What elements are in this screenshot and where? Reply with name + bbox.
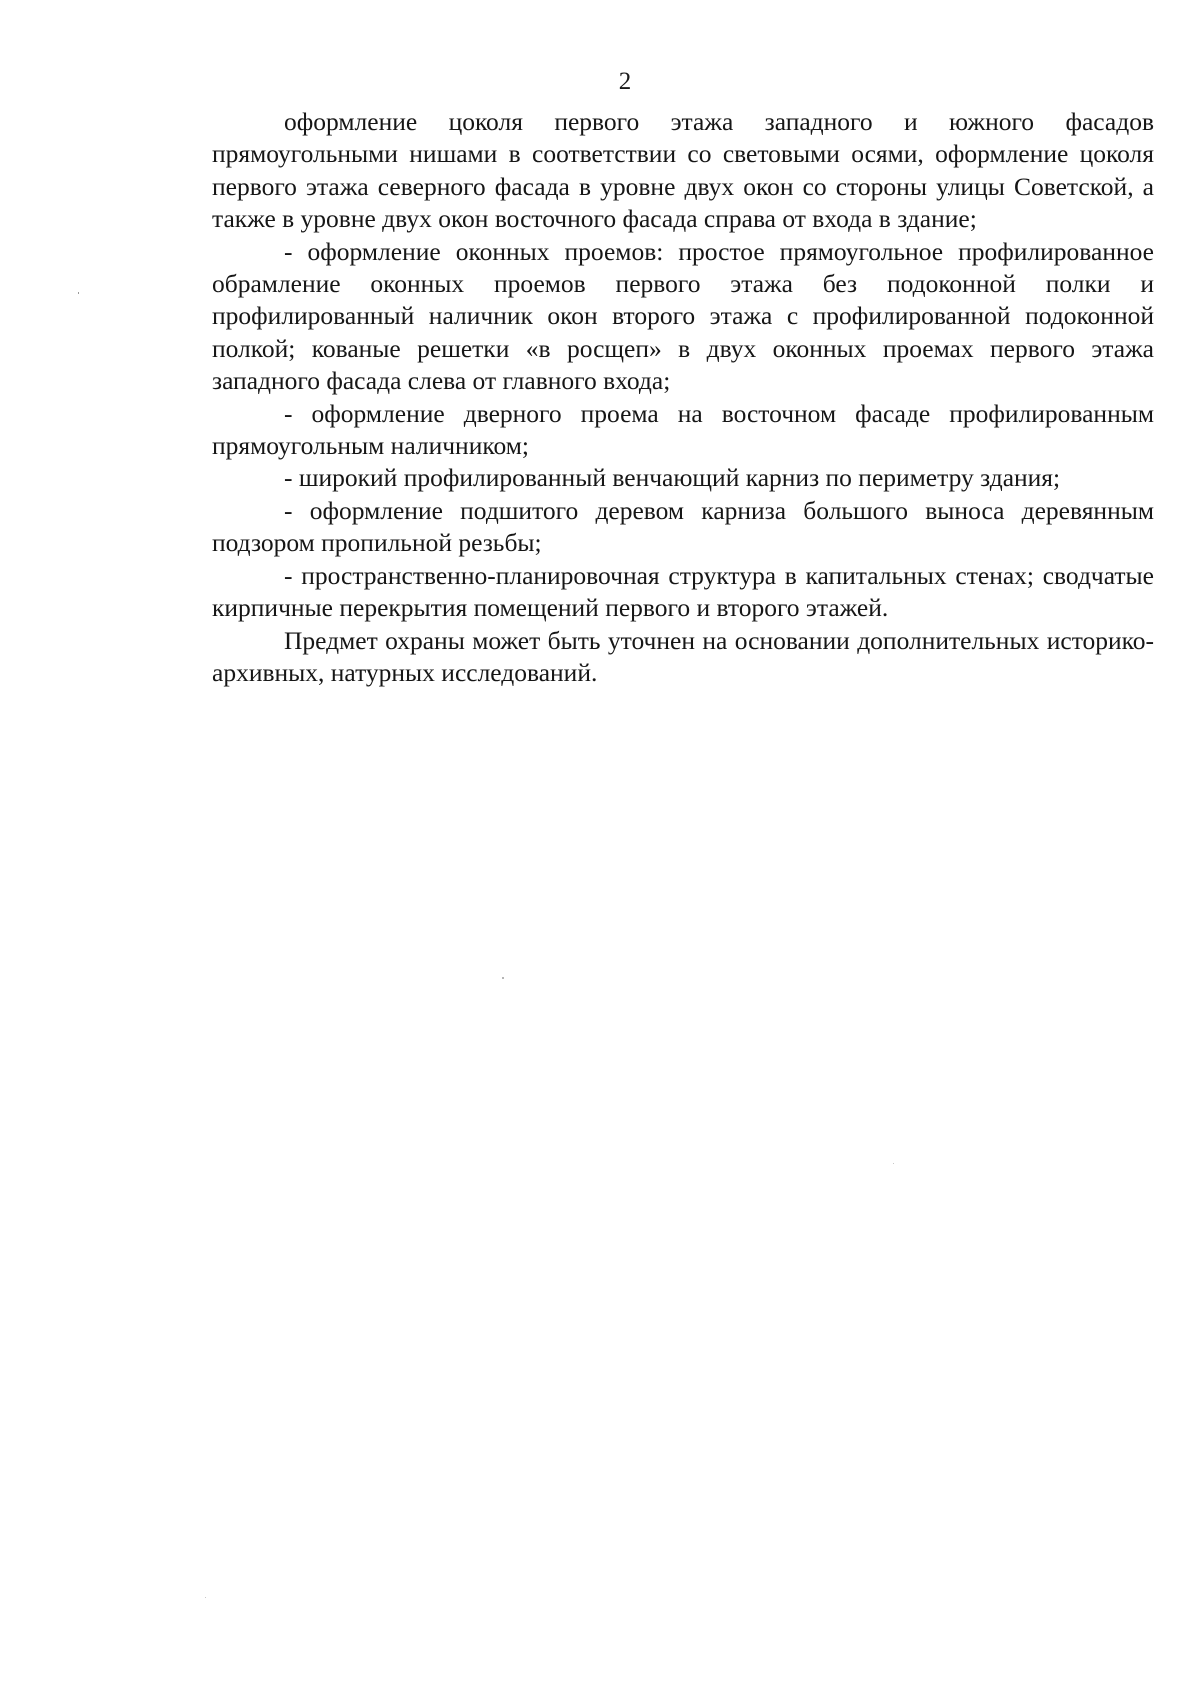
paragraph-cornice: - широкий профилированный венчающий карниз по периметру здания; [284,463,1061,493]
paragraph-plinth-decoration: оформление цоколя первого этажа западного и южного фасадов прямоугольными нишами в соответствии со световыми осями, оформление цоколя первого этажа северного фасада в уровне двух окон со стороны улицы Советской, а также в уровне двух окон восточного фасада справа от входа в здание; [212,107,1154,234]
paragraph-window-openings: - оформление оконных проемов: простое прямоугольное профилированное обрамление оконных проемов первого этажа без подоконной полки и профилированный наличник окон второго этажа с профилированной подоконной полкой; кованые решетки «в росщеп» в двух оконных проемах первого этажа западного фасада слева от главного входа; [212,236,1154,396]
paragraph-spatial-structure: - пространственно-планировочная структура в капитальных стенах; сводчатые кирпичные перекрытия помещений первого и второго этажей. [212,560,1154,623]
paragraph-wooden-cornice: - оформление подшитого деревом карниза большого выноса деревянным подзором пропильной резьбы; [212,495,1154,558]
scan-speck [893,1163,894,1164]
paragraph-protection-subject: Предмет охраны может быть уточнен на основании дополнительных историко-архивных, натурных исследований. [212,625,1154,687]
scan-speck [205,1597,206,1598]
scan-speck [502,977,504,979]
scan-speck [78,292,79,294]
document-body [212,106,1154,689]
paragraph-door-opening: - оформление дверного проема на восточном фасаде профилированным прямоугольным наличником; [212,398,1154,461]
page-number: 2 [618,68,632,95]
